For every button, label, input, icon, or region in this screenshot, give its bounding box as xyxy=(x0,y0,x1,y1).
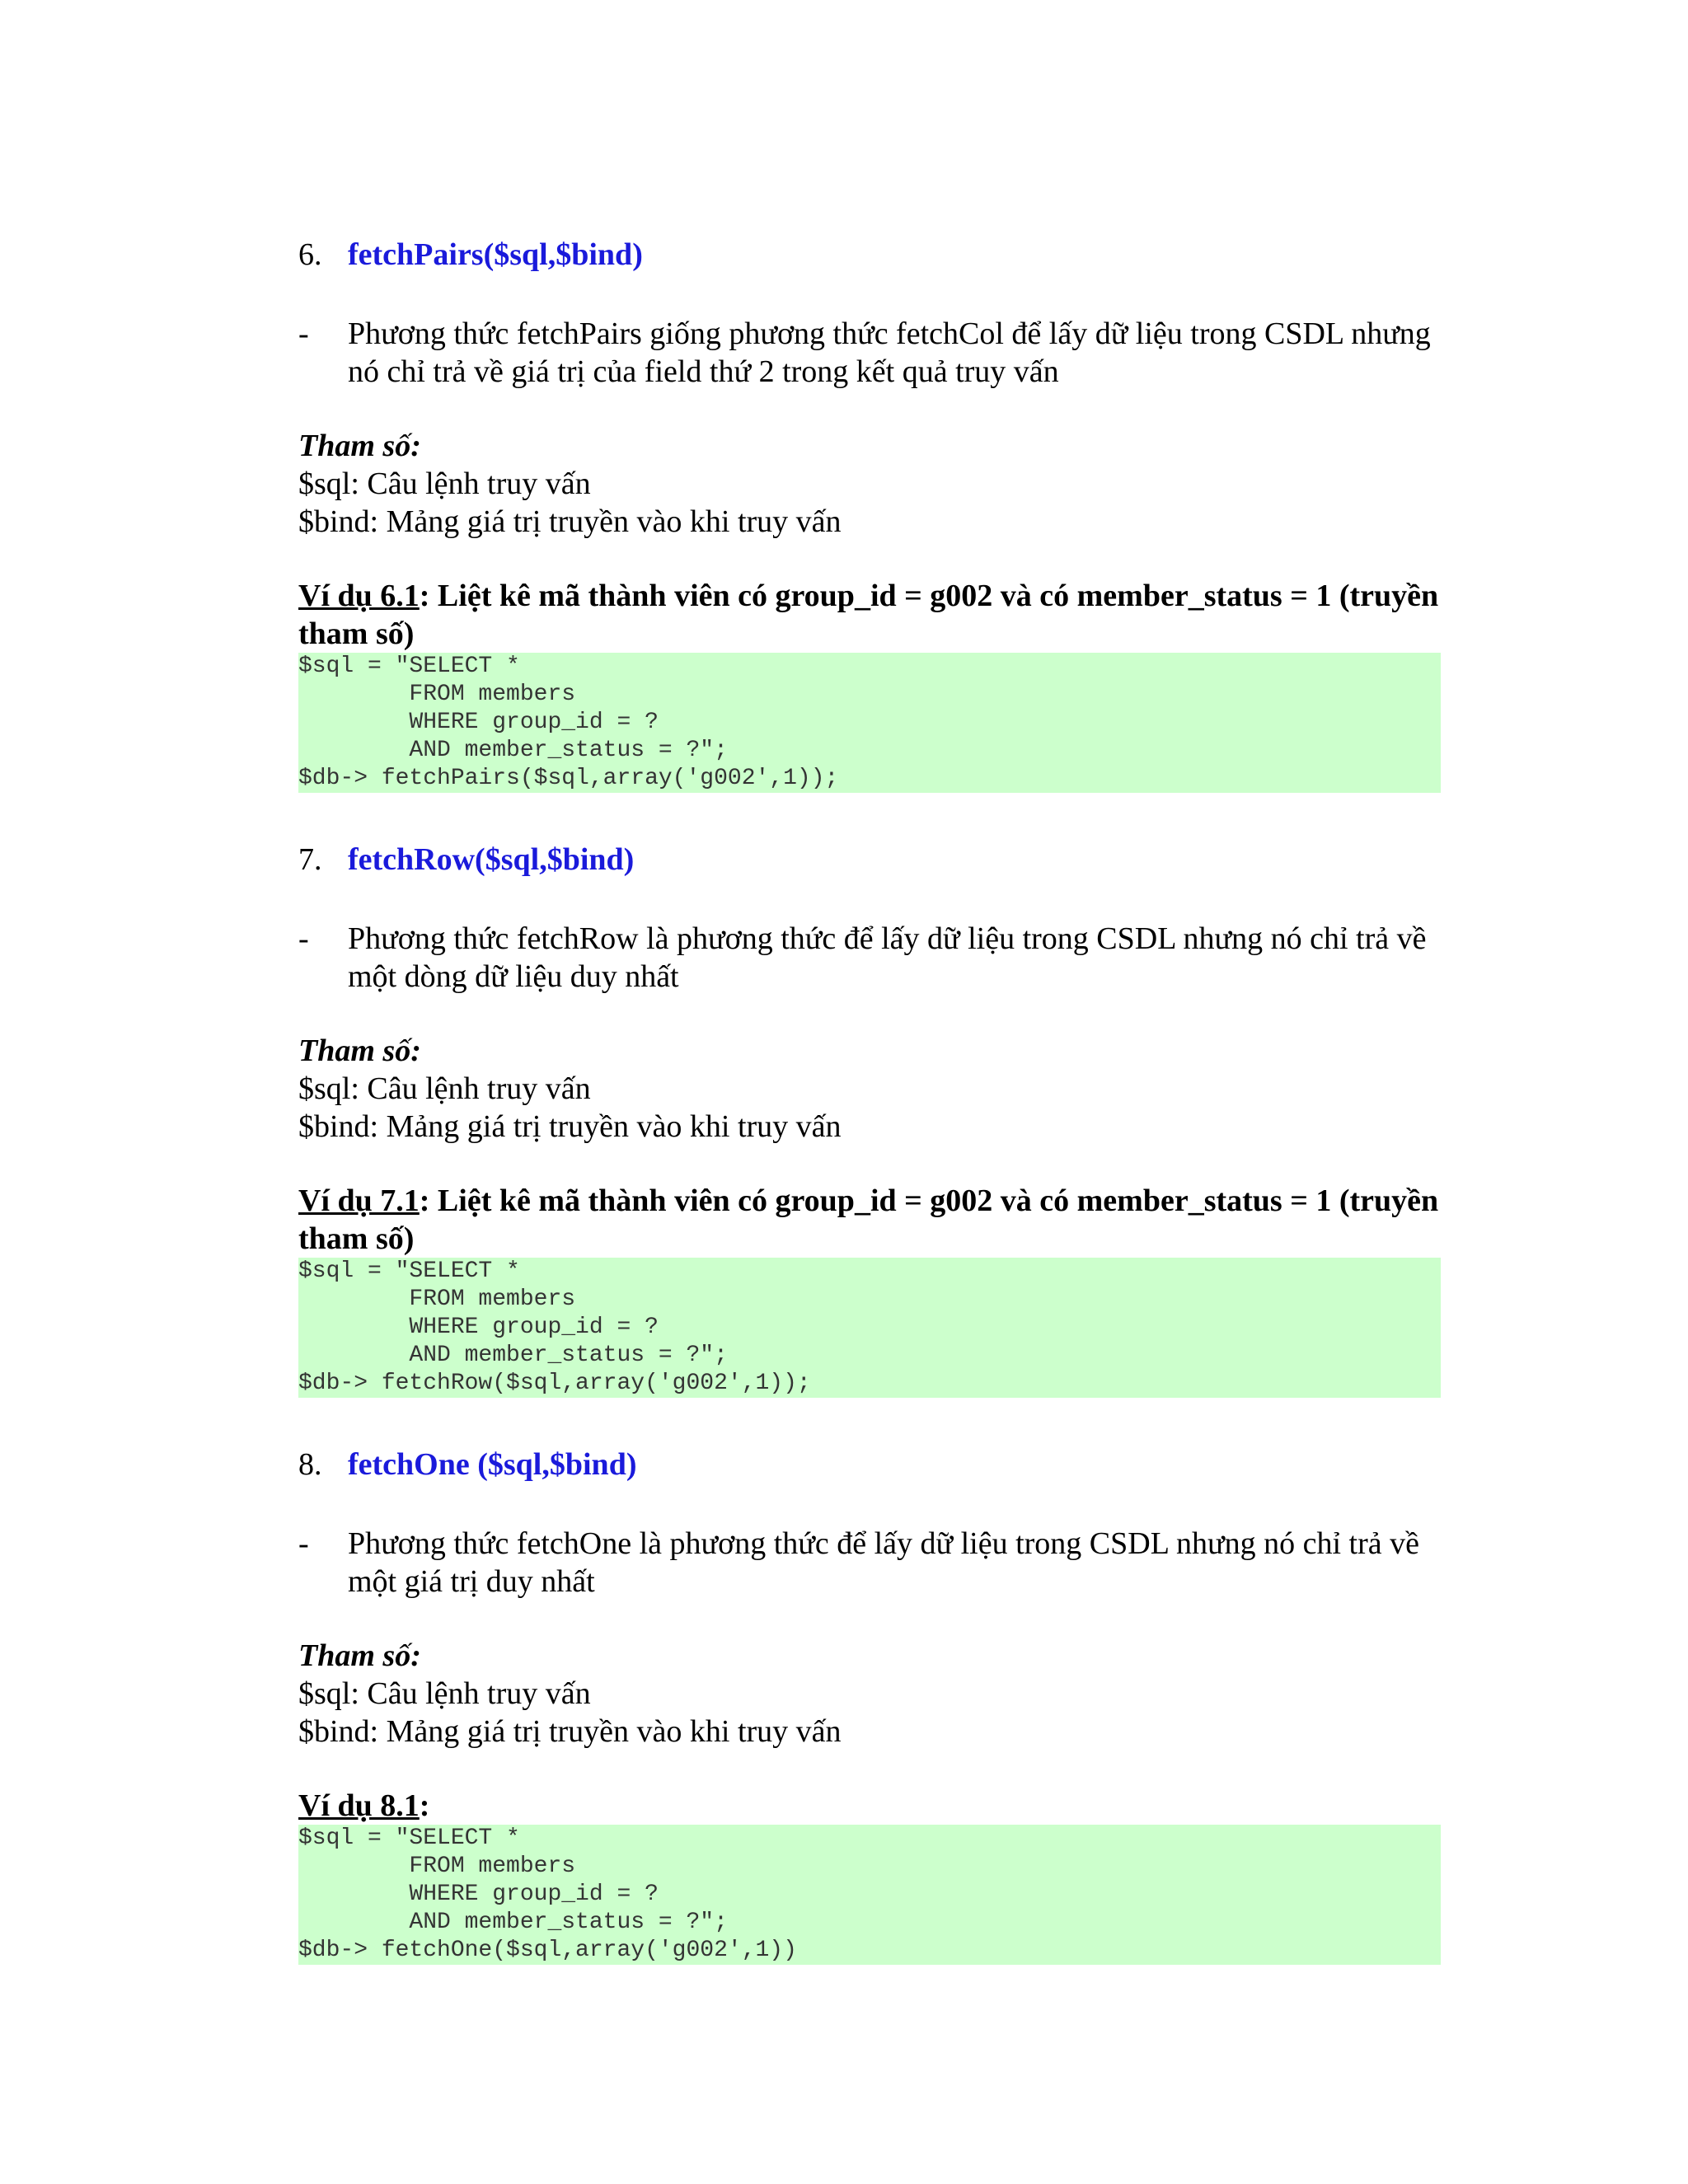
param-bind: $bind: Mảng giá trị truyền vào khi truy vấn xyxy=(298,504,842,539)
example-text: : xyxy=(419,1788,430,1823)
params-title: Tham số: xyxy=(298,429,421,463)
example-heading xyxy=(298,577,1441,653)
code-block: $sql = "SELECT * FROM members WHERE group_id = ? AND member_status = ?"; $db-> fetchPairs($sql,array('g002',1)); xyxy=(298,653,1441,793)
description-text: Phương thức fetchPairs giống phương thức fetchCol để lấy dữ liệu trong CSDL nhưng nó chỉ trả về giá trị của field thứ 2 trong kết quả truy vấn xyxy=(348,316,1431,389)
section-heading-fetchone xyxy=(298,1441,1441,1488)
bullet-dash: - xyxy=(298,921,309,956)
section-number: 8. xyxy=(298,1447,322,1482)
param-bind: $bind: Mảng giá trị truyền vào khi truy vấn xyxy=(298,1714,842,1749)
example-text: : Liệt kê mã thành viên có group_id = g002 và có member_status = 1 (truyền tham số) xyxy=(298,1183,1439,1256)
example-heading xyxy=(298,1787,1441,1825)
param-bind: $bind: Mảng giá trị truyền vào khi truy vấn xyxy=(298,1109,842,1144)
example-label: Ví dụ 8.1 xyxy=(298,1788,420,1823)
example-heading xyxy=(298,1182,1441,1258)
bullet-dash: - xyxy=(298,316,309,351)
param-sql: $sql: Câu lệnh truy vấn xyxy=(298,1676,591,1711)
section-number: 6. xyxy=(298,237,322,272)
section-heading-fetchrow xyxy=(298,836,1441,883)
section-heading-fetchpairs xyxy=(298,231,1441,279)
method-description xyxy=(298,920,1441,996)
method-title: fetchRow($sql,$bind) xyxy=(348,842,635,877)
param-sql: $sql: Câu lệnh truy vấn xyxy=(298,1071,591,1106)
document-page xyxy=(298,231,1441,1965)
params-title: Tham số: xyxy=(298,1033,421,1068)
param-sql: $sql: Câu lệnh truy vấn xyxy=(298,466,591,501)
method-description xyxy=(298,315,1441,391)
method-title: fetchOne ($sql,$bind) xyxy=(348,1447,637,1482)
params-title: Tham số: xyxy=(298,1638,421,1673)
example-label: Ví dụ 7.1 xyxy=(298,1183,420,1218)
example-text: : Liệt kê mã thành viên có group_id = g002 và có member_status = 1 (truyền tham số) xyxy=(298,579,1439,651)
bullet-dash: - xyxy=(298,1526,309,1561)
description-text: Phương thức fetchRow là phương thức để lấy dữ liệu trong CSDL nhưng nó chỉ trả về một dòng dữ liệu duy nhất xyxy=(348,921,1427,994)
description-text: Phương thức fetchOne là phương thức để lấy dữ liệu trong CSDL nhưng nó chỉ trả về một giá trị duy nhất xyxy=(348,1526,1419,1599)
code-block: $sql = "SELECT * FROM members WHERE group_id = ? AND member_status = ?"; $db-> fetchOne($sql,array('g002',1)) xyxy=(298,1825,1441,1965)
code-block: $sql = "SELECT * FROM members WHERE group_id = ? AND member_status = ?"; $db-> fetchRow($sql,array('g002',1)); xyxy=(298,1258,1441,1398)
method-title: fetchPairs($sql,$bind) xyxy=(348,237,643,272)
method-description xyxy=(298,1525,1441,1601)
section-number: 7. xyxy=(298,842,322,877)
example-label: Ví dụ 6.1 xyxy=(298,579,420,613)
